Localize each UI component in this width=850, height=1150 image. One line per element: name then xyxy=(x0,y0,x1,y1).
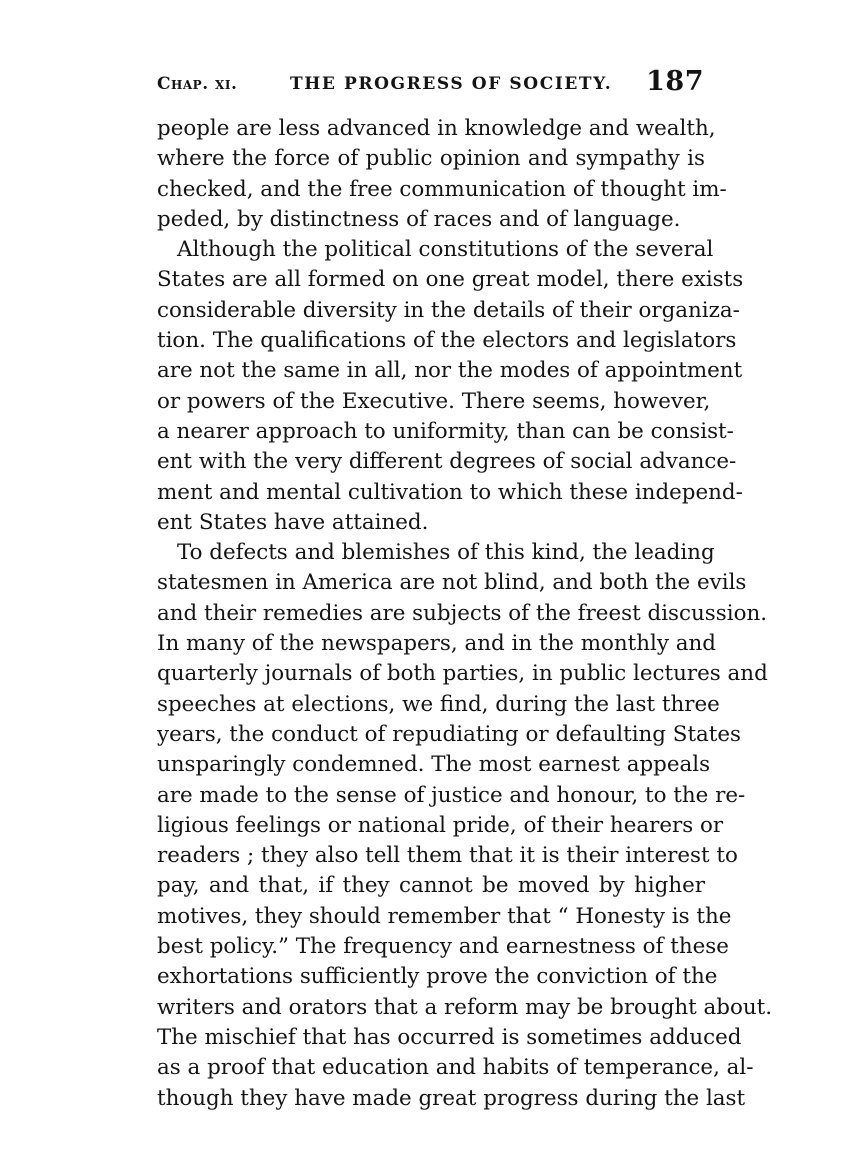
running-title: THE PROGRESS OF SOCIETY. xyxy=(290,74,613,94)
text-line: pay, and that, if they cannot be moved by higher xyxy=(157,873,705,899)
text-line: ment and mental cultivation to which these independ- xyxy=(157,479,743,505)
text-line: speeches at elections, we find, during the last three xyxy=(157,691,720,717)
text-line: checked, and the free communication of thought im- xyxy=(157,176,727,202)
text-line: ent States have attained. xyxy=(157,509,429,535)
text-line: people are less advanced in knowledge and wealth, xyxy=(157,116,716,141)
text-line: writers and orators that a reform may be brought about. xyxy=(157,994,773,1020)
text-line: a nearer approach to uniformity, than can be consist- xyxy=(157,418,734,444)
text-line: and their remedies are subjects of the freest discussion. xyxy=(157,600,768,626)
text-line: ent with the very different degrees of social advance- xyxy=(157,449,737,475)
text-line: In many of the newspapers, and in the monthly and xyxy=(157,631,716,657)
text-line: tion. The qualifications of the electors and legislators xyxy=(157,328,737,354)
chapter-label: Chap. xi. xyxy=(157,74,238,94)
text-line: ligious feelings or national pride, of their hearers or xyxy=(157,812,724,838)
text-line: are made to the sense of justice and honour, to the re- xyxy=(157,782,746,808)
paragraph-first-line: Although the political constitutions of the several xyxy=(177,237,714,263)
text-line: quarterly journals of both parties, in public lectures and xyxy=(157,661,768,687)
text-line: readers ; they also tell them that it is their interest to xyxy=(157,843,738,869)
running-header xyxy=(157,66,706,102)
text-line: States are all formed on one great model, there exists xyxy=(157,267,744,293)
paragraph-first-line: To defects and blemishes of this kind, the leading xyxy=(177,540,715,566)
text-line: best policy.” The frequency and earnestness of these xyxy=(157,934,729,960)
text-line: statesmen in America are not blind, and both the evils xyxy=(157,570,747,596)
text-line: motives, they should remember that “ Honesty is the xyxy=(157,903,732,929)
text-line: considerable diversity in the details of their organiza- xyxy=(157,297,740,323)
page-number: 187 xyxy=(646,66,704,97)
text-line: though they have made great progress during the last xyxy=(157,1085,746,1111)
text-line: as a proof that education and habits of temperance, al- xyxy=(157,1055,754,1081)
text-line: where the force of public opinion and sympathy is xyxy=(157,146,705,172)
text-line: unsparingly condemned. The most earnest appeals xyxy=(157,752,711,778)
text-line: years, the conduct of repudiating or defaulting States xyxy=(157,721,742,747)
text-line: The mischief that has occurred is sometimes adduced xyxy=(157,1024,742,1050)
text-line: or powers of the Executive. There seems, however, xyxy=(157,388,711,414)
text-line: exhortations sufficiently prove the conviction of the xyxy=(157,964,718,990)
text-line: peded, by distinctness of races and of language. xyxy=(157,206,681,232)
body-text xyxy=(157,114,773,1114)
text-line: are not the same in all, nor the modes of appointment xyxy=(157,358,743,384)
